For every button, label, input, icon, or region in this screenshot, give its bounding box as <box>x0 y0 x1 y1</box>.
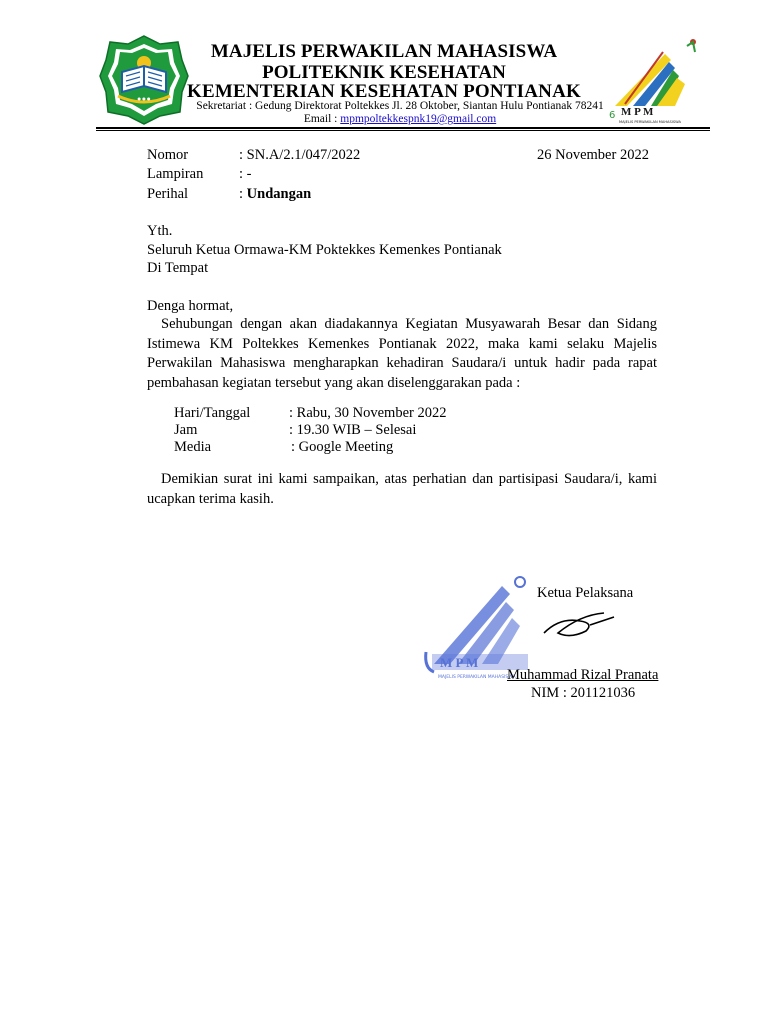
svg-text:● ● ●: ● ● ● <box>137 96 151 101</box>
detail-value-media: : Google Meeting <box>291 439 394 455</box>
org-name-line1: MAJELIS PERWAKILAN MAHASISWA <box>210 41 558 62</box>
lampiran-value: : - <box>239 166 252 182</box>
stamp-text: M P M <box>440 655 479 670</box>
mpm-logo-text: M P M <box>621 106 654 118</box>
greeting: Denga hormat, <box>147 298 234 314</box>
mpm-logo-icon <box>605 32 700 127</box>
detail-label-time: Jam <box>174 422 198 438</box>
recipient-place: Di Tempat <box>147 260 209 276</box>
detail-label-media: Media <box>174 439 212 455</box>
org-name-line3: KEMENTERIAN KESEHATAN PONTIANAK <box>187 81 581 102</box>
letter-date: 26 November 2022 <box>537 147 649 163</box>
header-rule-thin <box>96 130 710 131</box>
perihal-colon: : <box>239 186 247 202</box>
stamp-subtext: MAJELIS PERWAKILAN MAHASISWA <box>438 675 516 680</box>
recipient-to: Seluruh Ketua Ormawa-KM Poktekkes Kemenkes Pontianak <box>147 242 502 258</box>
body-paragraph <box>147 315 657 393</box>
closing-paragraph <box>147 470 657 509</box>
email-label: Email : <box>303 113 341 125</box>
lampiran-label: Lampiran <box>147 166 204 182</box>
org-name-line2: POLITEKNIK KESEHATAN <box>262 62 506 83</box>
nomor-value: : SN.A/2.1/047/2022 <box>239 147 361 163</box>
header-rule <box>96 127 710 129</box>
detail-value-date: : Rabu, 30 November 2022 <box>289 405 447 421</box>
detail-value-time: : 19.30 WIB – Selesai <box>289 422 417 438</box>
svg-text:6: 6 <box>609 110 616 121</box>
email-link[interactable]: mpmpoltekkespnk19@gmail.com <box>340 113 497 125</box>
body-paragraph-text: Sehubungan dengan akan diadakannya Kegiatan Musyawarah Besar dan Sidang Istimewa KM Poltekkes Kemenkes Pontianak 2022, maka kami selaku Majelis Perwakilan Mahasiswa mengharapkan kehadiran Saudara/i untuk hadir pada rapat pembahasan kegiatan tersebut yang akan diselenggarakan pada : <box>147 316 657 391</box>
mpm-logo-subtext: MAJELIS PERWAKILAN MAHASISWA <box>619 120 681 124</box>
detail-label-date: Hari/Tanggal <box>174 405 251 421</box>
recipient-yth: Yth. <box>147 223 173 239</box>
address-line: Sekretariat : Gedung Direktorat Poltekkes Jl. 28 Oktober, Siantan Hulu Pontianak 78241 <box>196 100 604 112</box>
closing-text: Demikian surat ini kami sampaikan, atas perhatian dan partisipasi Saudara/i, kami ucapkan terima kasih. <box>147 471 657 507</box>
signatory-role: Ketua Pelaksana <box>537 585 634 601</box>
signatory-name: Muhammad Rizal Pranata <box>507 667 659 683</box>
signatory-nim: NIM : 201121036 <box>531 685 636 701</box>
signature-icon <box>540 603 620 643</box>
perihal-value <box>239 185 311 203</box>
perihal-label: Perihal <box>147 186 189 202</box>
nomor-label: Nomor <box>147 147 189 163</box>
perihal-subject: Undangan <box>246 186 312 202</box>
